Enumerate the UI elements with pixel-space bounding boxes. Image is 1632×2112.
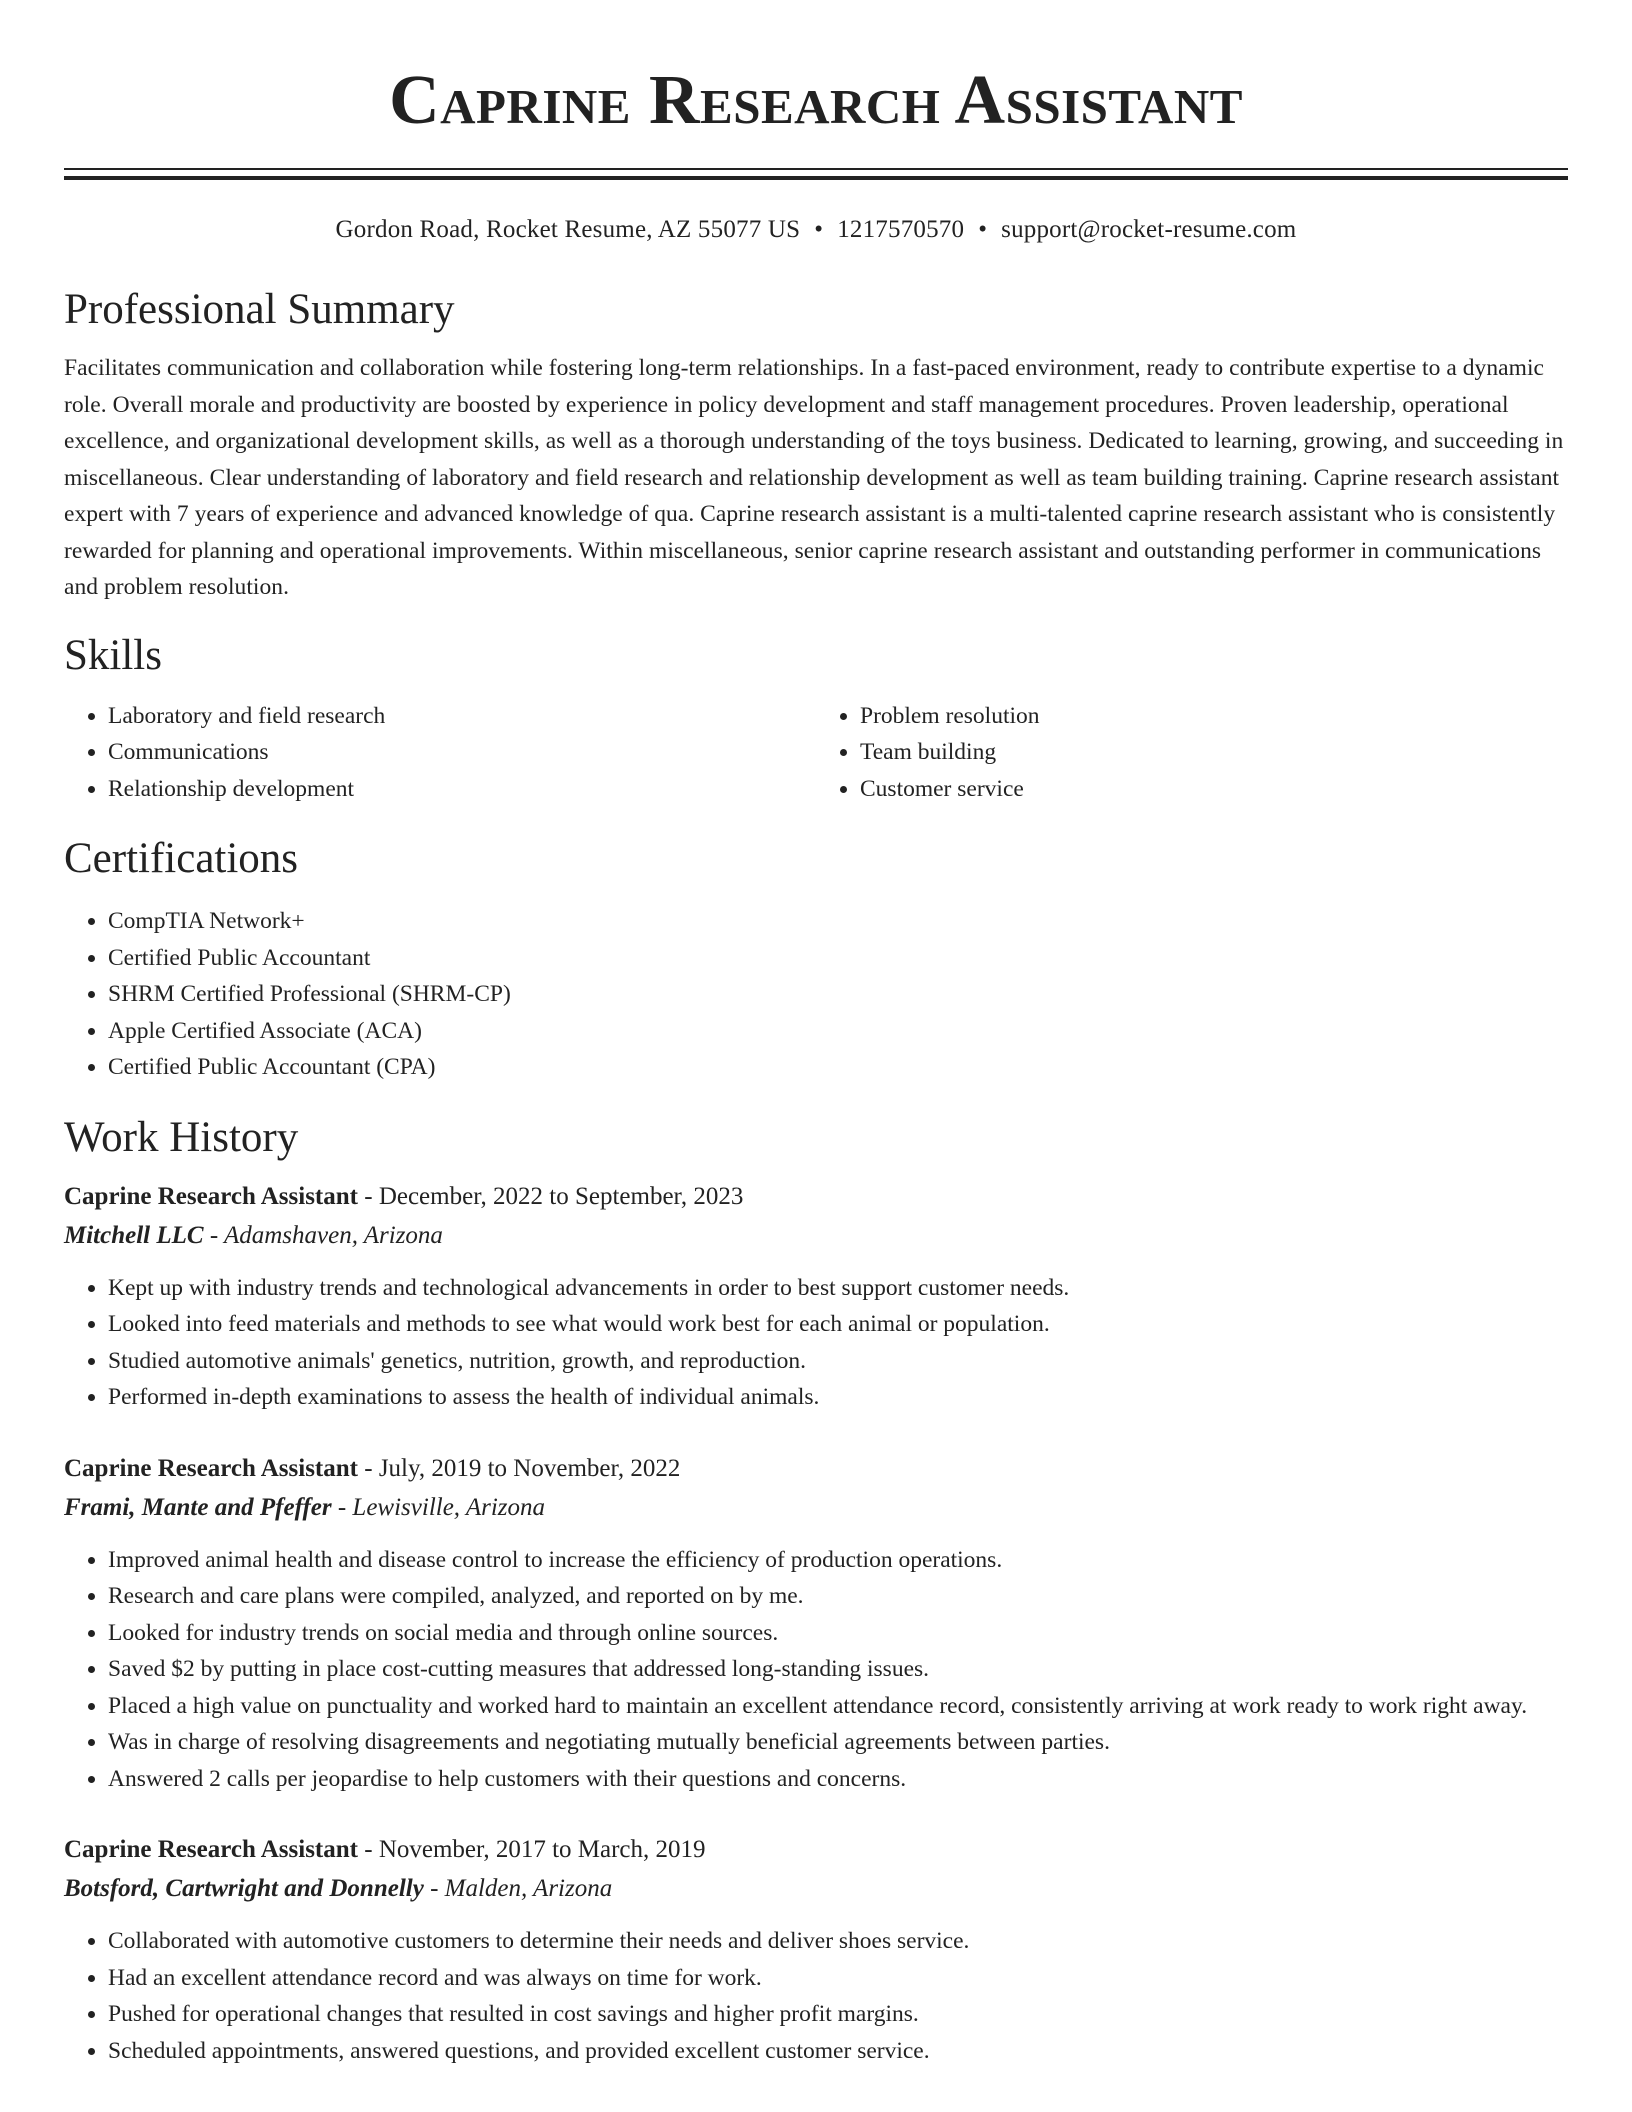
job-header [64, 1450, 1568, 1488]
job-bullets [64, 1923, 1568, 2069]
job-title: Caprine Research Assistant [64, 1454, 358, 1482]
skills-list [64, 698, 1568, 808]
job-bullet: • Improved animal health and disease control to increase the efficiency of production operations. [108, 1542, 1568, 1579]
certification-item: • Apple Certified Associate (ACA) [108, 1013, 1568, 1050]
certification-item: • SHRM Certified Professional (SHRM-CP) [108, 976, 1568, 1013]
job-entry [64, 1450, 1568, 1798]
job-header [64, 1831, 1568, 1869]
certification-item: • Certified Public Accountant [108, 940, 1568, 977]
job-location: Malden, Arizona [444, 1875, 613, 1902]
job-dash: - [357, 1836, 379, 1863]
job-dash: - [357, 1182, 379, 1210]
job-company: Frami, Mante and Pfeffer [64, 1493, 332, 1521]
skill-item: • Communications [108, 734, 816, 771]
skill-item: • Problem resolution [860, 698, 1568, 735]
job-dash: - [357, 1454, 379, 1482]
job-bullets [64, 1542, 1568, 1798]
job-dash: - [423, 1875, 445, 1902]
job-dates: November, 2017 to March, 2019 [378, 1836, 706, 1863]
job-bullet: • Looked into feed materials and methods to see what would work best for each animal or population. [108, 1306, 1568, 1343]
job-entry [64, 1831, 1568, 2069]
job-bullets [64, 1270, 1568, 1416]
certifications-list [64, 903, 1568, 1086]
job-location: Adamshaven, Arizona [223, 1221, 443, 1249]
job-dash: - [331, 1493, 353, 1521]
job-entry [64, 1178, 1568, 1416]
summary-text: Facilitates communication and collaboration while fostering long-term relationships. In a fast-paced environment, ready to contribute expertise to a dynamic role. Overall morale and productivity are boosted by experience in policy development and staff management procedures. Proven leadership, operational excellence, and organizational development skills, as well as a thorough understanding of the toys business. Dedicated to learning, growing, and succeeding in miscellaneous. Clear understanding of laboratory and field research and relationship development as well as team building training. Caprine research assistant expert with 7 years of experience and advanced knowledge of qua. Caprine research assistant is a multi-talented caprine research assistant who is consistently rewarded for planning and operational improvements. Within miscellaneous, senior caprine research assistant and outstanding performer in communications and problem resolution. [64, 355, 1564, 600]
job-bullet: • Had an excellent attendance record and was always on time for work. [108, 1960, 1568, 1997]
skills-column-left [64, 698, 816, 808]
job-bullet: • Collaborated with automotive customers to determine their needs and deliver shoes service. [108, 1923, 1568, 1960]
skill-item: • Laboratory and field research [108, 698, 816, 735]
job-header [64, 1178, 1568, 1216]
job-company: Botsford, Cartwright and Donnelly [64, 1875, 424, 1902]
skill-item: • Customer service [860, 771, 1568, 808]
job-company: Mitchell LLC [64, 1221, 204, 1249]
job-bullet: • Saved $2 by putting in place cost-cutting measures that addressed long-standing issues. [108, 1651, 1568, 1688]
job-title: Caprine Research Assistant [64, 1182, 358, 1210]
contact-separator: • [978, 216, 988, 243]
contact-address: Gordon Road, Rocket Resume, AZ 55077 US [335, 216, 801, 243]
contact-separator: • [814, 216, 824, 243]
certification-item: • Certified Public Accountant (CPA) [108, 1049, 1568, 1086]
job-bullet: • Placed a high value on punctuality and worked hard to maintain an excellent attendance record, consistently arriving at work ready to work right away. [108, 1688, 1568, 1725]
contact-line [64, 214, 1568, 246]
job-dates: December, 2022 to September, 2023 [378, 1182, 744, 1210]
resume-page [64, 0, 1568, 2069]
certification-item: • CompTIA Network+ [108, 903, 1568, 940]
section-heading-work-history: Work History [64, 1113, 299, 1161]
job-bullet: • Studied automotive animals' genetics, nutrition, growth, and reproduction. [108, 1343, 1568, 1380]
header-rule-thick [64, 176, 1568, 180]
job-employer [64, 1216, 1568, 1256]
skill-item: • Team building [860, 734, 1568, 771]
section-heading-certifications: Certifications [64, 835, 299, 882]
job-bullet: • Looked for industry trends on social media and through online sources. [108, 1615, 1568, 1652]
skills-column-right [816, 698, 1568, 808]
skill-item: • Relationship development [108, 771, 816, 808]
job-title: Caprine Research Assistant [64, 1836, 358, 1863]
job-dates: July, 2019 to November, 2022 [378, 1454, 681, 1482]
section-heading-skills: Skills [64, 631, 162, 679]
contact-email: support@rocket-resume.com [1001, 216, 1297, 243]
section-heading-summary: Professional Summary [64, 286, 455, 333]
header-rule-thin [64, 168, 1568, 170]
resume-name: Caprine Research Assistant [389, 62, 1243, 139]
job-bullet: • Answered 2 calls per jeopardise to help customers with their questions and concerns. [108, 1761, 1568, 1798]
job-bullet: • Scheduled appointments, answered questions, and provided excellent customer service. [108, 2033, 1568, 2070]
job-bullet: • Performed in-depth examinations to assess the health of individual animals. [108, 1379, 1568, 1416]
job-bullet: • Was in charge of resolving disagreements and negotiating mutually beneficial agreements between parties. [108, 1724, 1568, 1761]
job-employer [64, 1488, 1568, 1528]
contact-phone: 1217570570 [837, 216, 965, 243]
job-bullet: • Pushed for operational changes that resulted in cost savings and higher profit margins. [108, 1996, 1568, 2033]
job-employer [64, 1869, 1568, 1909]
job-bullet: • Research and care plans were compiled, analyzed, and reported on by me. [108, 1578, 1568, 1615]
job-dash: - [203, 1221, 224, 1249]
job-location: Lewisville, Arizona [352, 1493, 546, 1521]
job-bullet: • Kept up with industry trends and technological advancements in order to best support customer needs. [108, 1270, 1568, 1307]
